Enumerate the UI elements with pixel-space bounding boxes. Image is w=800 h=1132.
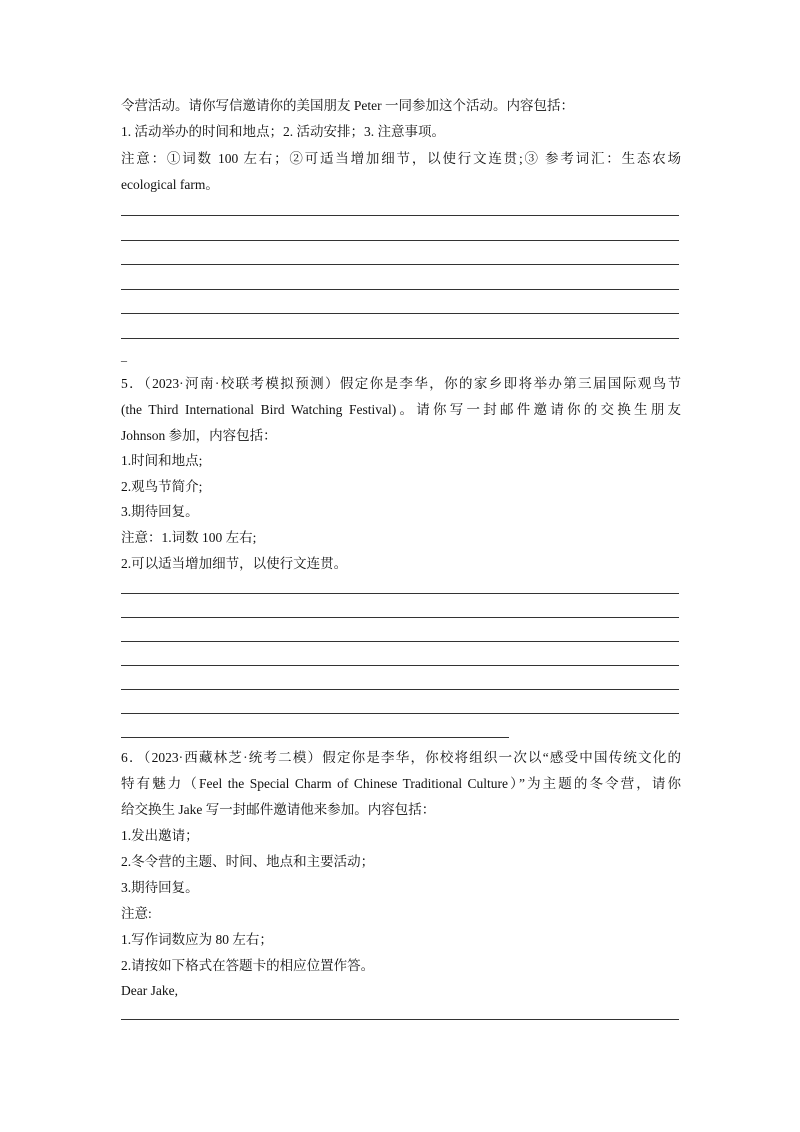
q6-prompt-line-2: 特有魅力（Feel the Special Charm of Chinese Traditional Culture）”为主题的冬令营，请你 [121,776,681,791]
q6-item-3: 3.期待回复。 [121,880,199,895]
q5-prompt-line-2: (the Third International Bird Watching Festival)。请你写一封邮件邀请你的交换生朋友 [121,402,681,417]
q5-item-2: 2.观鸟节简介; [121,479,203,494]
answer-line[interactable] [121,689,679,690]
q4-notes: 注意：①词数 100 左右；②可适当增加细节，以使行文连贯;③ 参考词汇：生态农场 [121,151,681,166]
q5-note-1: 注意：1.词数 100 左右; [121,530,257,545]
answer-line[interactable] [121,1019,679,1020]
q6-note-1: 1.写作词数应为 80 左右； [121,932,273,947]
answer-line[interactable] [121,338,679,339]
dash-mark: _ [121,349,127,363]
answer-line[interactable] [121,665,679,666]
q5-prompt-line-1: 5．（2023·河南·校联考模拟预测）假定你是李华，你的家乡即将举办第三届国际观鸟节 [121,376,681,391]
q4-prompt-line-1: 令营活动。请你写信邀请你的美国朋友 Peter 一同参加这个活动。内容包括： [121,98,574,113]
answer-line[interactable] [121,713,679,714]
answer-line[interactable] [121,240,679,241]
answer-line[interactable] [121,641,679,642]
answer-line[interactable] [121,593,679,594]
q6-prompt-line-3: 给交换生 Jake 写一封邮件邀请他来参加。内容包括： [121,802,436,817]
q5-prompt-line-3: Johnson 参加，内容包括： [121,428,277,443]
q6-note-2: 2.请按如下格式在答题卡的相应位置作答。 [121,958,375,973]
q5-item-1: 1.时间和地点; [121,453,203,468]
q4-vocabulary: ecological farm。 [121,177,219,192]
q5-item-3: 3.期待回复。 [121,504,199,519]
q6-item-2: 2.冬令营的主题、时间、地点和主要活动； [121,854,375,869]
q6-item-1: 1.发出邀请； [121,828,199,843]
q5-note-2: 2.可以适当增加细节，以使行文连贯。 [121,556,348,571]
q6-greeting: Dear Jake, [121,983,178,998]
answer-line[interactable] [121,264,679,265]
answer-line[interactable] [121,289,679,290]
answer-line[interactable] [121,617,679,618]
q6-prompt-line-1: 6．（2023·西藏林芝·统考二模）假定你是李华，你校将组织一次以“感受中国传统文化的 [121,750,681,765]
answer-line[interactable] [121,313,679,314]
q4-content-items: 1. 活动举办的时间和地点；2. 活动安排；3. 注意事项。 [121,124,445,139]
answer-line[interactable] [121,215,679,216]
answer-line[interactable] [121,737,509,738]
q6-note-label: 注意: [121,906,152,921]
